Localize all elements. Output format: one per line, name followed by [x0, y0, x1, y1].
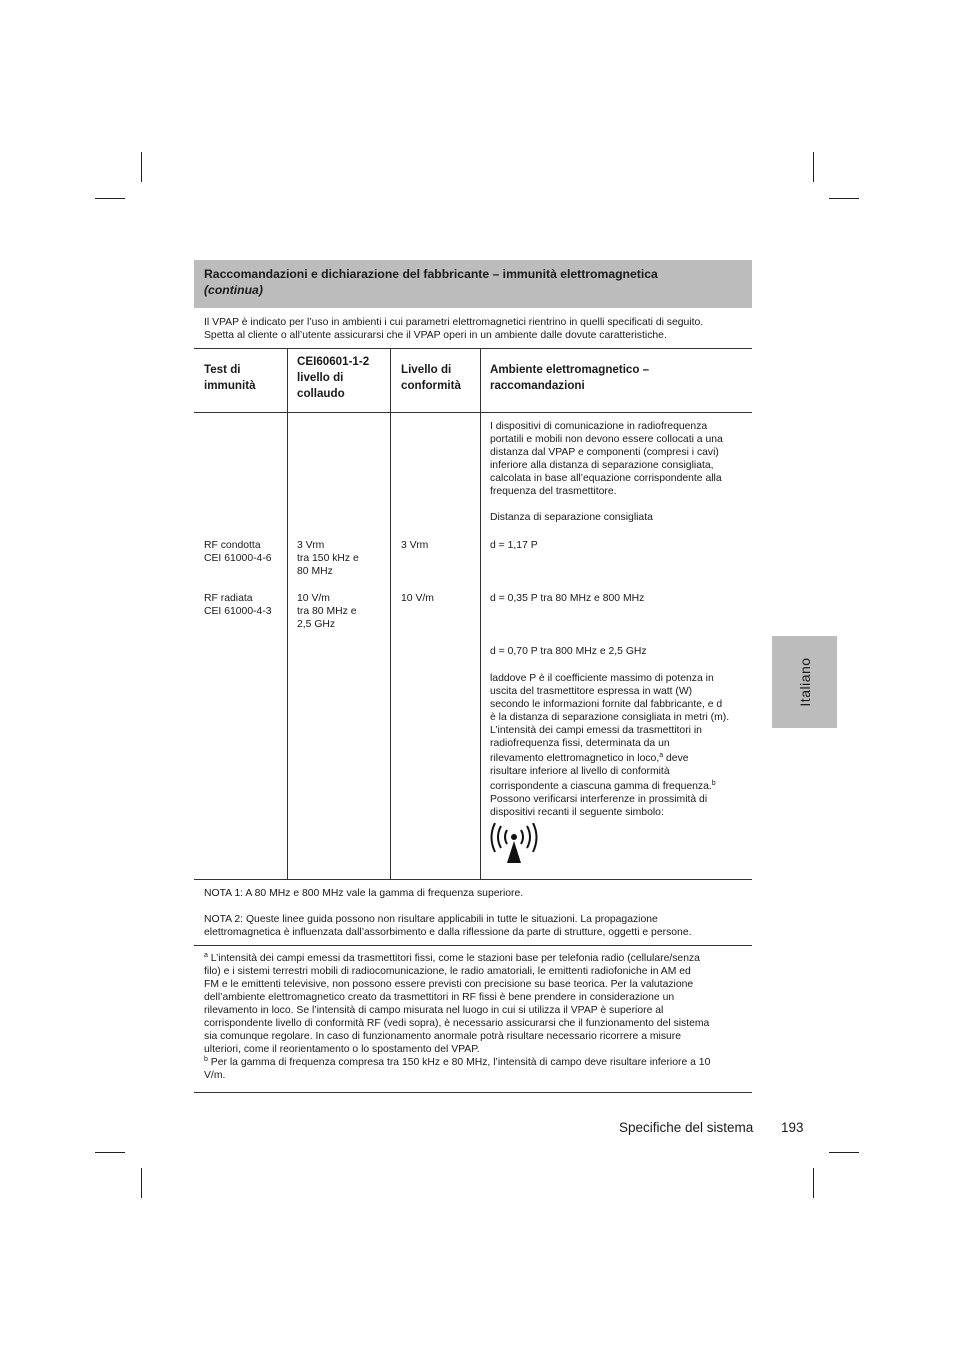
crop-mark — [829, 198, 859, 199]
column-divider — [287, 413, 288, 879]
footnotes-section — [194, 945, 752, 1093]
column-header-test: Test di immunità — [204, 363, 256, 392]
immunity-table — [194, 348, 752, 879]
formula-conducted: d = 1,17 P — [490, 540, 538, 551]
crop-mark — [813, 1168, 814, 1198]
header-continued: (continua) — [204, 283, 263, 297]
language-tab-label: Italiano — [796, 657, 813, 707]
formula-radiated-low: d = 0,35 P tra 80 MHz e 800 MHz — [490, 593, 645, 604]
table-header-row — [194, 349, 752, 413]
page-number: 193 — [781, 1120, 804, 1135]
crop-mark — [829, 1152, 859, 1153]
note-1: NOTA 1: A 80 MHz e 800 MHz vale la gamma di frequenza superiore. — [204, 888, 524, 899]
column-divider — [480, 349, 481, 412]
row-level-radiated: 10 V/m tra 80 MHz e 2,5 GHz — [297, 593, 357, 630]
language-tab — [772, 636, 837, 728]
distance-label: Distanza di separazione consigliata — [490, 512, 653, 523]
footer-section-title: Specifiche del sistema — [619, 1120, 754, 1135]
formula-radiated-high: d = 0,70 P tra 800 MHz e 2,5 GHz — [490, 646, 647, 657]
column-header-environment: Ambiente elettromagnetico – raccomandazioni — [490, 363, 650, 392]
column-header-level: CEI60601-1-2 livello di collaudo — [297, 355, 370, 400]
column-divider — [480, 413, 481, 879]
crop-mark — [95, 198, 125, 199]
column-divider — [390, 349, 391, 412]
environment-explanation: laddove P è il coefficiente massimo di potenza in uscita del trasmettitore espressa in watt (W) secondo le informazioni fornite dal fabbricante, e d è la distanza di separazione consigliata in metri (m). L’intensità dei campi emessi da trasmettitori in radiofrequenza fissi, determinata da un rilevamento elettromagnetico in loco,$^a$ deve risultare inferiore al livello di conformità corrispondente a ciascuna gamma di frequenza.$^b$ Possono verificarsi interferenze in prossimità di dispositivi recanti il seguente simbolo: — [490, 673, 730, 818]
column-divider — [390, 413, 391, 879]
column-header-compliance: Livello di conformità — [401, 363, 461, 392]
notes-section — [194, 879, 752, 945]
environment-intro: I dispositivi di comunicazione in radiofrequenza portatili e mobili non devono essere collocati a una distanza dal VPAP e componenti (compresi i cavi) inferiore alla distanza di separazione consigliata, calcolata in base all’equazione corrispondente alla frequenza del trasmettitore. — [490, 421, 723, 497]
footnote-a: $^a$ L’intensità dei campi emessi da trasmettitori fissi, come le stazioni base per telefonia radio (cellulare/senza filo) e i sistemi terrestri mobili di radiocomunicazione, le radio amatoriali, le emittenti radiofoniche in AM ed FM e le emittenti televisive, non possono essere previsti con precisione su base teorica. Per la valutazione dell’ambiente elettromagnetico creato da trasmettitori in RF fissi è bene prendere in considerazione un rilevamento in loco. Se l’intensità di campo misurata nel luogo in cui si utilizza il VPAP è superiore al corrispondente livello di conformità RF (vedi sopra), è necessario assicurarsi che il funzionamento del sistema sia comunque regolare. In caso di funzionamento anormale potrà risultare necessario ricorrere a misure ulteriori, come il reorientamento o lo spostamento del VPAP. — [204, 952, 710, 1055]
footnote-b: $^b$ Per la gamma di frequenza compresa tra 150 kHz e 80 MHz, l’intensità di campo deve risultare inferiore a 10 V/m. — [204, 1056, 711, 1081]
row-test-conducted: RF condotta CEI 61000-4-6 — [204, 540, 272, 564]
intro-line: Il VPAP è indicato per l’uso in ambienti i cui parametri elettromagnetici rientrino in quelli specificati di seguito. — [204, 317, 704, 328]
section-header — [194, 260, 752, 308]
crop-mark — [141, 152, 142, 182]
crop-mark — [141, 1168, 142, 1198]
crop-mark — [95, 1152, 125, 1153]
row-compliance-radiated: 10 V/m — [401, 593, 434, 604]
crop-mark — [813, 152, 814, 182]
column-divider — [287, 349, 288, 412]
non-ionizing-radiation-icon — [490, 823, 538, 867]
intro-paragraph — [194, 308, 752, 348]
immunity-declaration-document — [194, 260, 752, 1093]
row-test-radiated: RF radiata CEI 61000-4-3 — [204, 593, 272, 617]
intro-line: Spetta al cliente o all’utente assicurarsi che il VPAP operi in un ambiente dalle dovute caratteristiche. — [204, 330, 667, 341]
row-level-conducted: 3 Vrm tra 150 kHz e 80 MHz — [297, 540, 359, 577]
note-2: NOTA 2: Queste linee guida possono non risultare applicabili in tutte le situazioni. La propagazione elettromagnetica è influenzata dall’assorbimento e dalla riflessione da parte di strutture, oggetti e persone. — [204, 914, 692, 938]
header-title: Raccomandazioni e dichiarazione del fabbricante – immunità elettromagnetica — [204, 267, 658, 281]
row-compliance-conducted: 3 Vrm — [401, 540, 429, 551]
table-body — [194, 413, 752, 879]
